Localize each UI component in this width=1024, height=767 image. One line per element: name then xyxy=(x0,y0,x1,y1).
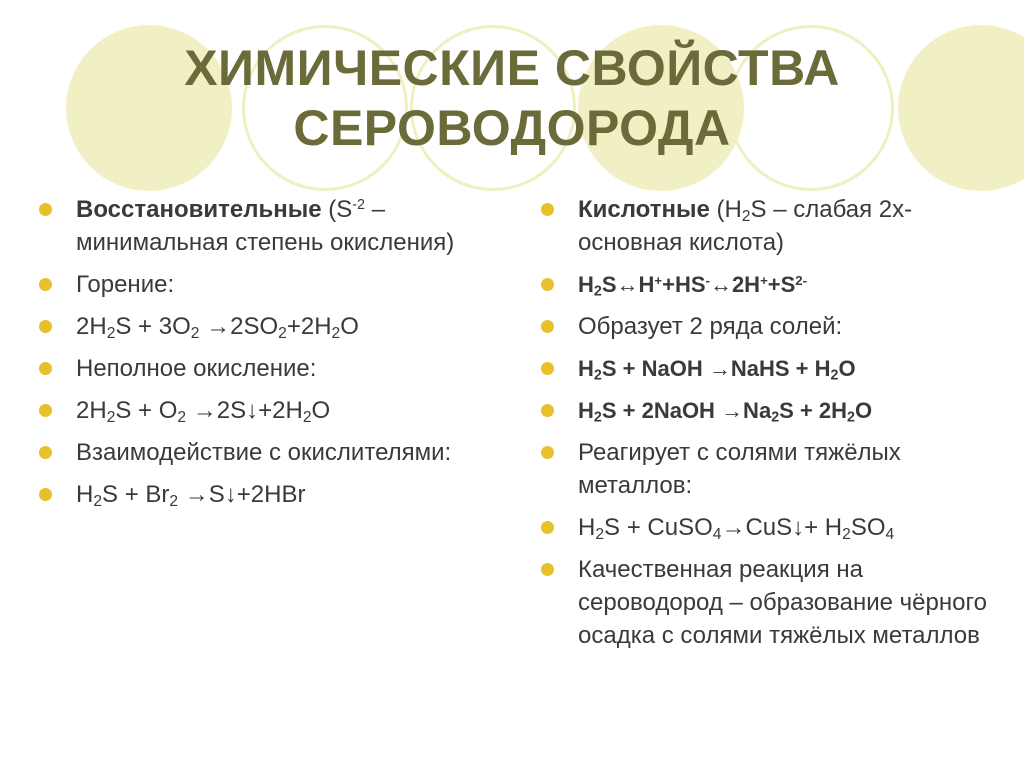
eq-part: +2H xyxy=(286,313,332,340)
subscript: 2 xyxy=(842,525,851,543)
eq-part: O xyxy=(311,397,331,424)
subscript: 4 xyxy=(712,525,722,543)
list-item-combustion xyxy=(38,268,478,301)
combustion-label: Горение: xyxy=(76,271,175,298)
subscript: 2 xyxy=(593,367,602,384)
title-line-2: СЕРОВОДОРОДА xyxy=(293,100,731,156)
eq-part: ↔2H xyxy=(709,272,761,297)
equation-incomplete xyxy=(38,394,478,427)
equation-normal-salt xyxy=(540,394,1010,427)
eq-part: →CuS↓+ H xyxy=(721,514,843,541)
eq-part: S↔H xyxy=(601,272,655,297)
equation-bromine xyxy=(38,478,478,511)
eq-part: 2H xyxy=(76,313,107,340)
eq-part: +HS xyxy=(662,272,706,297)
subscript: 2 xyxy=(106,324,116,342)
eq-part: +S xyxy=(767,272,796,297)
eq-part: →S↓+2HBr xyxy=(178,481,306,508)
eq-part: H xyxy=(76,481,94,508)
acidic-heading: Кислотные xyxy=(578,196,710,223)
eq-part: S + NaOH →NaHS + H xyxy=(601,356,831,381)
list-item-salts xyxy=(540,310,1010,343)
superscript: - xyxy=(705,272,710,288)
bullet-icon xyxy=(541,563,554,576)
bullet-icon xyxy=(541,521,554,534)
bullet-icon xyxy=(39,320,52,333)
subscript: 2 xyxy=(593,283,602,300)
text-fragment: (H xyxy=(709,196,742,223)
list-item-reducing xyxy=(38,193,478,259)
bullet-icon xyxy=(541,446,554,459)
slide-title xyxy=(0,38,1024,158)
eq-part: O xyxy=(854,398,873,423)
subscript: 2 xyxy=(595,525,605,543)
bullet-icon xyxy=(39,404,52,417)
bullet-icon xyxy=(541,404,554,417)
superscript: + xyxy=(654,272,663,288)
heavy-metals-label: Реагирует с солями тяжёлых металлов: xyxy=(578,439,901,499)
bullet-icon xyxy=(39,362,52,375)
subscript: 2 xyxy=(302,408,312,426)
equation-dissociation xyxy=(540,268,1010,301)
subscript: 2 xyxy=(847,409,855,426)
equation-acid-salt xyxy=(540,352,1010,385)
eq-part: S + Br xyxy=(102,481,170,508)
equation-combustion xyxy=(38,310,478,343)
subscript: 4 xyxy=(885,525,895,543)
subscript: 2 xyxy=(278,324,287,342)
bullet-icon xyxy=(541,320,554,333)
subscript: 2 xyxy=(830,367,839,384)
subscript: 2 xyxy=(93,492,103,510)
list-item-oxidizers xyxy=(38,436,478,469)
salts-label: Образует 2 ряда солей: xyxy=(578,313,843,340)
equation-copper-sulfate xyxy=(540,511,1010,544)
eq-part: S + CuSO xyxy=(604,514,713,541)
subscript: 2 xyxy=(741,207,751,225)
superscript: -2 xyxy=(352,197,366,214)
subscript: 2 xyxy=(106,408,116,426)
eq-part: O xyxy=(340,313,359,340)
left-column xyxy=(38,193,478,520)
bullet-icon xyxy=(541,362,554,375)
list-item-acidic xyxy=(540,193,1010,259)
reducing-heading: Восстановительные xyxy=(76,196,322,223)
eq-part: S + 2H xyxy=(779,398,848,423)
eq-part: S + 2NaOH →Na xyxy=(601,398,772,423)
bullet-icon xyxy=(39,446,52,459)
eq-part: H xyxy=(578,272,594,297)
list-item-heavy-metals xyxy=(540,436,1010,502)
subscript: 2 xyxy=(169,492,179,510)
bullet-icon xyxy=(39,488,52,501)
superscript: + xyxy=(760,272,768,288)
eq-part: →2S↓+2H xyxy=(186,397,303,424)
eq-part: H xyxy=(578,356,594,381)
text-fragment: – минимальная степень окисления) xyxy=(76,196,455,256)
bullet-icon xyxy=(39,203,52,216)
incomplete-label: Неполное окисление: xyxy=(76,355,317,382)
eq-part: H xyxy=(578,398,594,423)
oxidizers-label: Взаимодействие с окислителями: xyxy=(76,439,452,466)
right-column xyxy=(540,193,1010,661)
title-line-1: ХИМИЧЕСКИЕ СВОЙСТВА xyxy=(184,40,840,96)
eq-part: 2H xyxy=(76,397,107,424)
eq-part: →2SO xyxy=(199,313,279,340)
subscript: 2 xyxy=(177,408,187,426)
subscript: 2 xyxy=(771,409,780,426)
bullet-icon xyxy=(541,203,554,216)
bullet-icon xyxy=(541,278,554,291)
eq-part: S + 3O xyxy=(115,313,191,340)
eq-part: S + O xyxy=(115,397,178,424)
list-item-incomplete xyxy=(38,352,478,385)
eq-part: SO xyxy=(850,514,886,541)
superscript: 2- xyxy=(795,272,808,288)
bullet-icon xyxy=(39,278,52,291)
subscript: 2 xyxy=(331,324,341,342)
subscript: 2 xyxy=(593,409,602,426)
eq-part: H xyxy=(578,514,596,541)
list-item-quality-reaction xyxy=(540,553,1010,652)
quality-reaction-text: Качественная реакция на сероводород – образование чёрного осадка с солями тяжёлых металлов xyxy=(578,556,988,649)
text-fragment: S – слабая 2х-основная кислота) xyxy=(578,196,913,256)
text-fragment: (S xyxy=(321,196,353,223)
eq-part: O xyxy=(838,356,856,381)
subscript: 2 xyxy=(190,324,200,342)
